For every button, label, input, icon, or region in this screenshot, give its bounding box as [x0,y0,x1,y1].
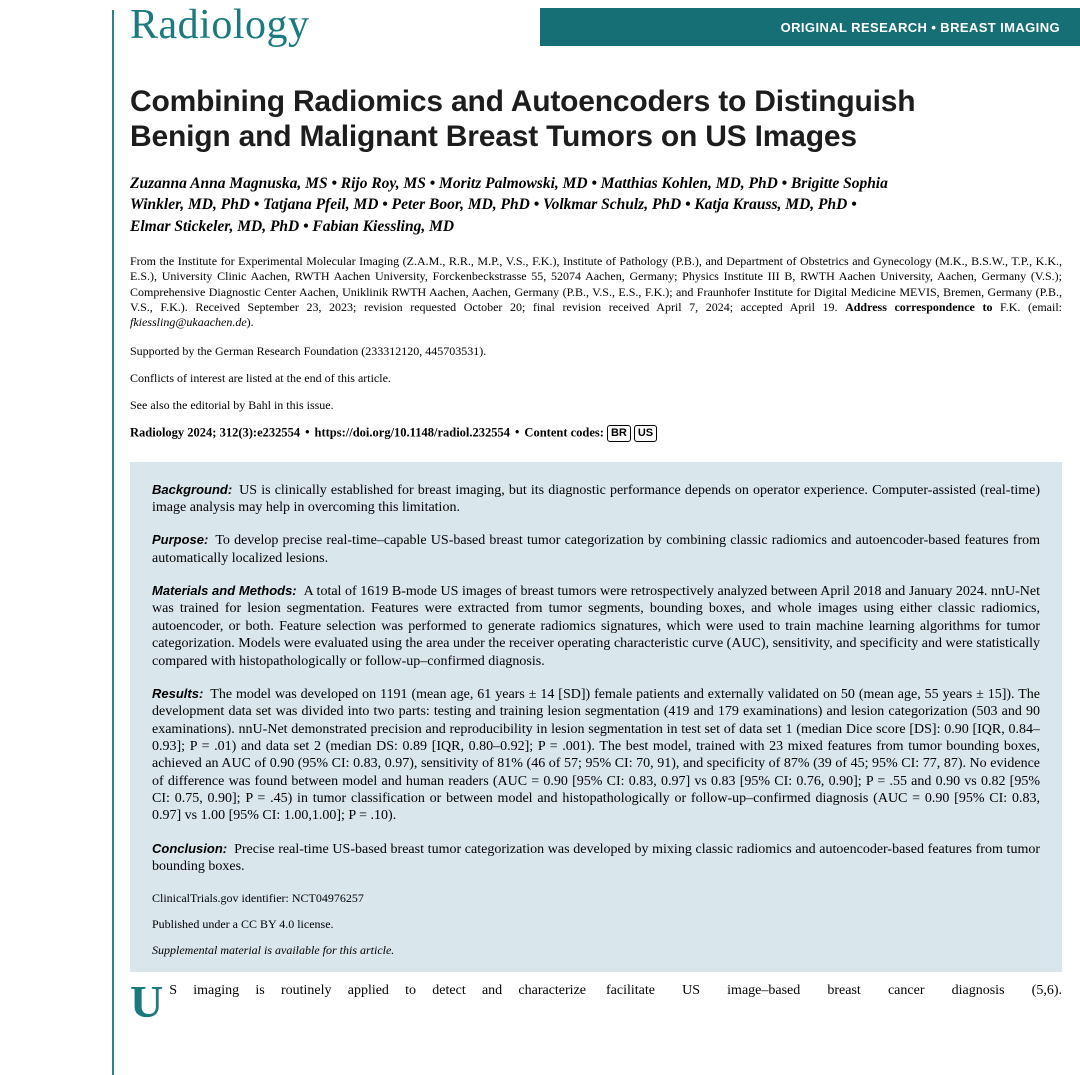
body-column-left [130,976,586,1028]
abstract-results-label: Results: [152,685,204,701]
section-banner [540,8,1080,46]
masthead [0,0,1080,60]
journal-logo: Radiology [130,2,310,48]
funding-note: Supported by the German Research Foundation (233312120, 445703531). [130,343,487,358]
abstract-results-text: The model was developed on 1191 (mean age, 61 years ± 14 [SD]) female patients and externally validated on 50 (mean age, 55 years ± 15]). The development data set was divided into two parts: testing and training lesion segmentation (419 and 179 examinations) and lesion categorization (503 and 90 examinations). nnU-Net demonstrated precision and reproducibility in lesion segmentation in test set of data set 1 (median Dice score [DS]: 0.90 [IQR, 0.84–0.93]; P = .01) and data set 2 (median DS: 0.89 [IQR, 0.80–0.92]; P = .001). The best model, trained with 23 mixed features from tumor bounding boxes, achieved an AUC of 0.90 (95% CI: 0.83, 0.97), sensitivity of 81% (46 of 57; 95% CI: 70, 91), and specificity of 87% (39 of 45; 95% CI: 77, 87). No evidence of difference was found between model and human readers (AUC = 0.90 [95% CI: 0.83, 0.97] vs 0.83 [95% CI: 0.76, 0.90]; P = .55 and 0.90 vs 0.82 [95% CI: 0.75, 0.90]; P = .45) in tumor classification or between model and histopathologically or follow-up–confirmed diagnosis (AUC = 0.90 [95% CI: 0.83, 0.97] vs 1.00 [95% CI: 1.00,1.00]; P = .10). [152,686,1040,824]
abstract-background-label: Background: [152,481,233,497]
abstract-conclusion-label: Conclusion: [152,840,228,856]
correspondence-label: Address correspondence to [845,299,993,314]
abstract-background-text: US is clinically established for breast imaging, but its diagnostic performance depends on operator experience. Computer-assisted (real-time) image analysis may help in overcoming this limitation. [152,482,1040,515]
author-list: Zuzanna Anna Magnuska, MS • Rijo Roy, MS • Moritz Palmowski, MD • Matthias Kohlen, MD, PhD • Brigitte Sophia Winkler, MD, PhD • Tatjana Pfeil, MD • Peter Boor, MD, PhD • Volkmar Schulz, PhD • Katja Krauss, MD, PhD • Elmar Stickeler, MD, PhD • Fabian Kiessling, MD [130,174,888,236]
abstract-purpose [152,532,1040,567]
abstract-box [130,462,1062,973]
abstract-purpose-text: To develop precise real-time–capable US-based breast tumor categorization by combining classic radiomics and autoencoder-based features from automatically localized lesions. [152,533,1040,566]
abstract-methods [152,583,1040,670]
citation-line [130,425,1062,442]
abstract-background [152,482,1040,517]
body-columns [130,976,1062,1028]
abstract-purpose-label: Purpose: [152,532,209,548]
abstract-methods-text: A total of 1619 B-mode US images of breast tumors were retrospectively analyzed between April 2018 and January 2024. nnU-Net was trained for lesion segmentation. Features were extracted from tumor segments, bounding boxes, and whole images using either classic radiomics, autoencoder, or both. Feature selection was performed to generate radiomics signatures, which were used to train machine learning algorithms for tumor categorization. Models were evaluated using the area under the receiver operating characteristic curve (AUC), sensitivity, and specificity and were statistically compared with histopathologically or follow-up–confirmed diagnosis. [152,584,1041,669]
conflicts-note: Conflicts of interest are listed at the end of this article. [130,370,391,385]
article-title: Combining Radiomics and Autoencoders to Distinguish Benign and Malignant Breast Tumors on US Images [130,85,916,154]
abstract-methods-label: Materials and Methods: [152,583,297,599]
body-left-text: S imaging is routinely applied to detect and characterize [169,983,586,999]
abstract-conclusion [152,841,1040,876]
correspondence-closing: ). [246,315,254,330]
correspondence-email-link[interactable]: fkiessling@ukaachen.de [130,315,247,330]
content-code-br: BR [607,425,631,442]
supplemental-note: Supplemental material is available for this article. [152,943,395,958]
content-code-us: US [634,425,657,442]
correspondence-text: F.K. (email: [992,299,1062,314]
left-margin-rule [112,10,114,1075]
abstract-conclusion-text: Precise real-time US-based breast tumor categorization was developed by mixing classic radiomics and autoencoder-based features from tumor bounding boxes. [152,841,1040,875]
abstract-results [152,686,1040,825]
section-banner-label: ORIGINAL RESEARCH • BREAST IMAGING [780,19,1060,35]
doi-link[interactable]: https://doi.org/10.1148/radiol.232554 [314,425,511,440]
clinical-trial-id: ClinicalTrials.gov identifier: NCT04976257 [152,891,364,906]
dropcap-letter: U [130,976,164,1028]
citation-separator: • [515,425,520,440]
citation-separator: • [305,425,310,440]
editorial-note: See also the editorial by Bahl in this issue. [130,397,334,412]
body-right-text: facilitate US image–based breast cancer diagnosis (5,6). [606,983,1062,999]
affiliation-paragraph [130,254,1062,331]
content-codes-label: Content codes: [524,425,604,440]
affiliation-text: From the Institute for Experimental Molecular Imaging (Z.A.M., R.R., M.P., V.S., F.K.), Institute of Pathology (P.B.), and Department of Obstetrics and Gynecology (M.K., B.S.W., T.P., K.K., E.S.), University Clinic Aachen, RWTH Aachen University, Forckenbeckstrasse 55, 52074 Aachen, Germany; Physics Institute III B, RWTH Aachen University, Aachen, Germany (V.S.); Comprehensive Diagnostic Center Aachen, Uniklinik RWTH Aachen, Aachen, Germany (P.B., V.S., E.S., F.K.); and Fraunhofer Institute for Digital Medicine MEVIS, Bremen, Germany (P.B., V.S., F.K.). Received September 23, 2023; revision requested October 20; final revision received April 7, 2024; accepted April 19. [130,253,1062,314]
citation-reference: Radiology 2024; 312(3):e232554 [130,425,301,440]
license-note: Published under a CC BY 4.0 license. [152,917,334,932]
article-content [130,84,1062,1028]
body-column-right [606,982,1062,1021]
